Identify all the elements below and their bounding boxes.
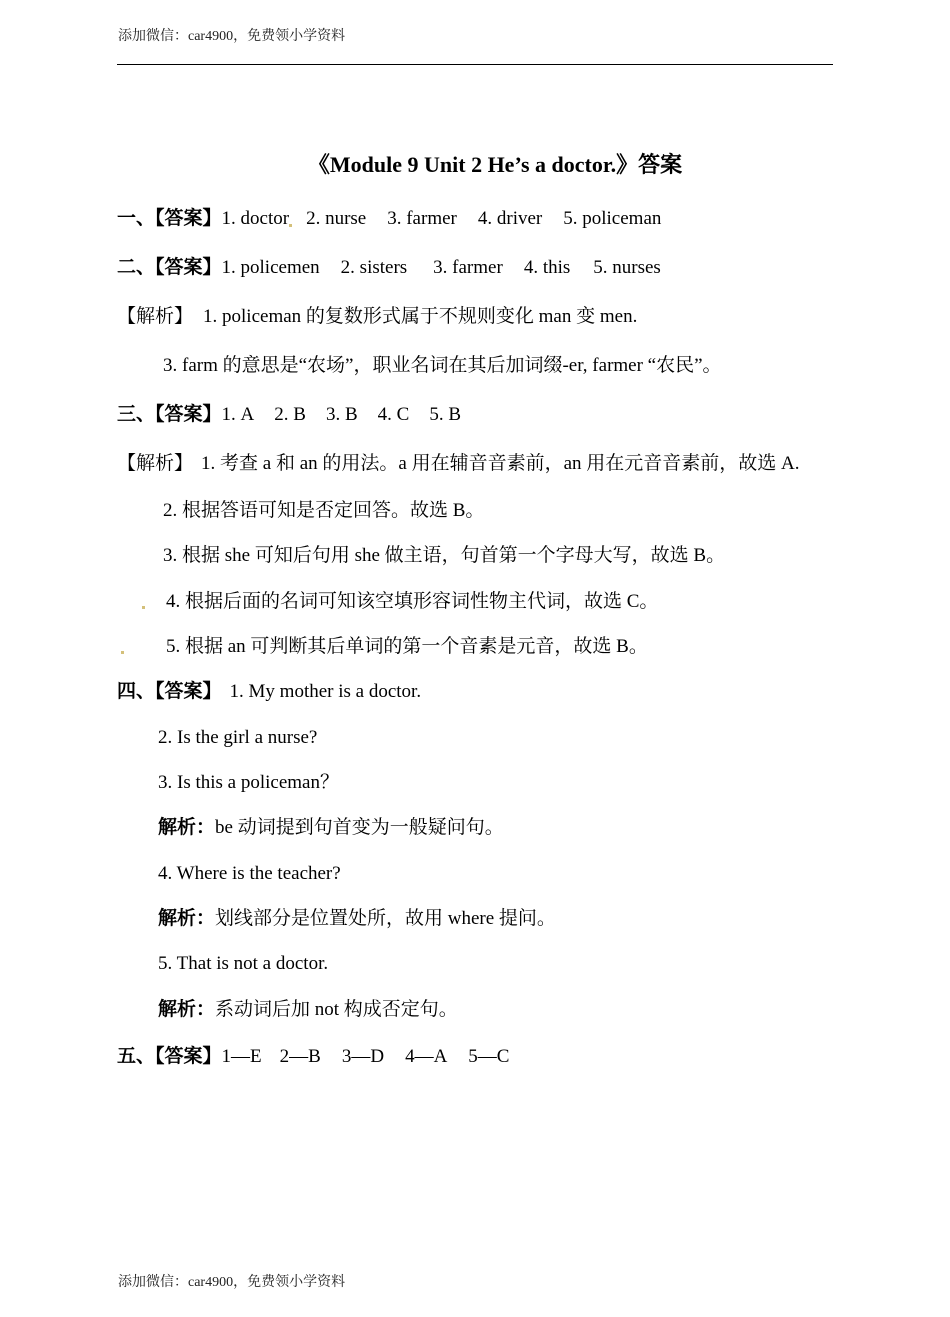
section4-analysis-line [158, 814, 504, 842]
answer-item: 2—B [279, 1046, 321, 1067]
analysis-text: 系动词后加 not 构成否定句。 [215, 999, 458, 1020]
answer-item: 5. B [429, 404, 462, 425]
answer-item: 5. policeman [563, 208, 662, 229]
section4-analysis-line [158, 996, 458, 1024]
analysis-label: 解析： [158, 999, 216, 1020]
analysis-text: 5. 根据 an 可判断其后单词的第一个音素是元音，故选 B。 [166, 636, 648, 657]
answer-item: 4—A [405, 1046, 448, 1067]
section1-answer-tag: 【答案】 [155, 208, 222, 229]
analysis-text: 1. 考查 a 和 an 的用法。a 用在辅音音素前，an 用在元音音素前，故选 A. [201, 453, 800, 474]
analysis-text: 4. 根据后面的名词可知该空填形容词性物主代词，故选 C。 [166, 591, 659, 612]
section1-number: 一、 [117, 208, 156, 229]
analysis-text: 2. 根据答语可知是否定回答。故选 B。 [163, 500, 485, 521]
section2-analysis-line [117, 303, 637, 331]
answer-item: 5—C [468, 1046, 510, 1067]
analysis-text: 3. 根据 she 可知后句用 she 做主语，句首第一个字母大写，故选 B。 [163, 545, 726, 566]
answer-sentence: 3. Is this a policeman？ [158, 772, 339, 793]
section4-answer-tag: 【答案】 [155, 681, 222, 702]
scan-speck [142, 606, 145, 609]
answer-item: 3. farmer [433, 257, 503, 278]
section4-answer-line [117, 678, 421, 706]
answer-item: 1. A [221, 404, 255, 425]
answer-item: 3. B [325, 404, 358, 425]
answer-item: 1. policemen [221, 257, 320, 278]
answer-sentence: 1. My mother is a doctor. [229, 681, 422, 702]
answer-item: 3. farmer [387, 208, 457, 229]
answer-item: 1—E [221, 1046, 262, 1067]
scan-speck [121, 651, 124, 654]
analysis-text: 划线部分是位置处所，故用 where 提问。 [215, 908, 556, 929]
section3-answer-tag: 【答案】 [155, 404, 222, 425]
section5-answer-line [117, 1043, 509, 1071]
analysis-text: 3. farm 的意思是“农场”，职业名词在其后加词缀-er, farmer “农民”。 [163, 355, 722, 376]
section2-number: 二、 [117, 257, 156, 278]
analysis-label: 解析： [158, 908, 216, 929]
section3-answer-line [117, 401, 461, 429]
footer-watermark: 添加微信：car4900，免费领小学资料 [118, 1275, 346, 1290]
scan-speck [289, 224, 292, 227]
section2-answer-line [117, 254, 661, 282]
answer-item: 3—D [341, 1046, 385, 1067]
section5-answer-tag: 【答案】 [155, 1046, 222, 1067]
answer-item: 1. doctor [221, 208, 290, 229]
page-title: 《Module 9 Unit 2 He’s a doctor.》答案 [307, 152, 683, 177]
section3-number: 三、 [117, 404, 156, 425]
header-watermark: 添加微信：car4900，免费领小学资料 [118, 29, 346, 44]
answer-item: 5. nurses [593, 257, 661, 278]
section4-number: 四、 [117, 681, 156, 702]
section5-number: 五、 [117, 1046, 156, 1067]
analysis-text: 1. policeman 的复数形式属于不规则变化 man 变 men. [203, 306, 638, 327]
section2-answer-tag: 【答案】 [155, 257, 222, 278]
section3-analysis-line [117, 450, 799, 478]
answer-item: 2. sisters [340, 257, 408, 278]
header-divider [117, 64, 833, 65]
section1-answer-line [117, 205, 661, 233]
answer-sentence: 5. That is not a doctor. [158, 953, 329, 974]
answer-sentence: 2. Is the girl a nurse? [158, 727, 318, 748]
section2-analysis-tag: 【解析】 [117, 306, 194, 327]
section3-analysis-tag: 【解析】 [117, 453, 194, 474]
answer-item: 4. driver [477, 208, 543, 229]
section4-analysis-line [158, 905, 556, 933]
answer-item: 4. C [377, 404, 410, 425]
answer-item: 4. this [523, 257, 571, 278]
analysis-label: 解析： [158, 817, 216, 838]
answer-item: 2. nurse [306, 208, 367, 229]
analysis-text: be 动词提到句首变为一般疑问句。 [215, 817, 504, 838]
answer-item: 2. B [274, 404, 306, 425]
answer-sentence: 4. Where is the teacher? [158, 863, 341, 884]
